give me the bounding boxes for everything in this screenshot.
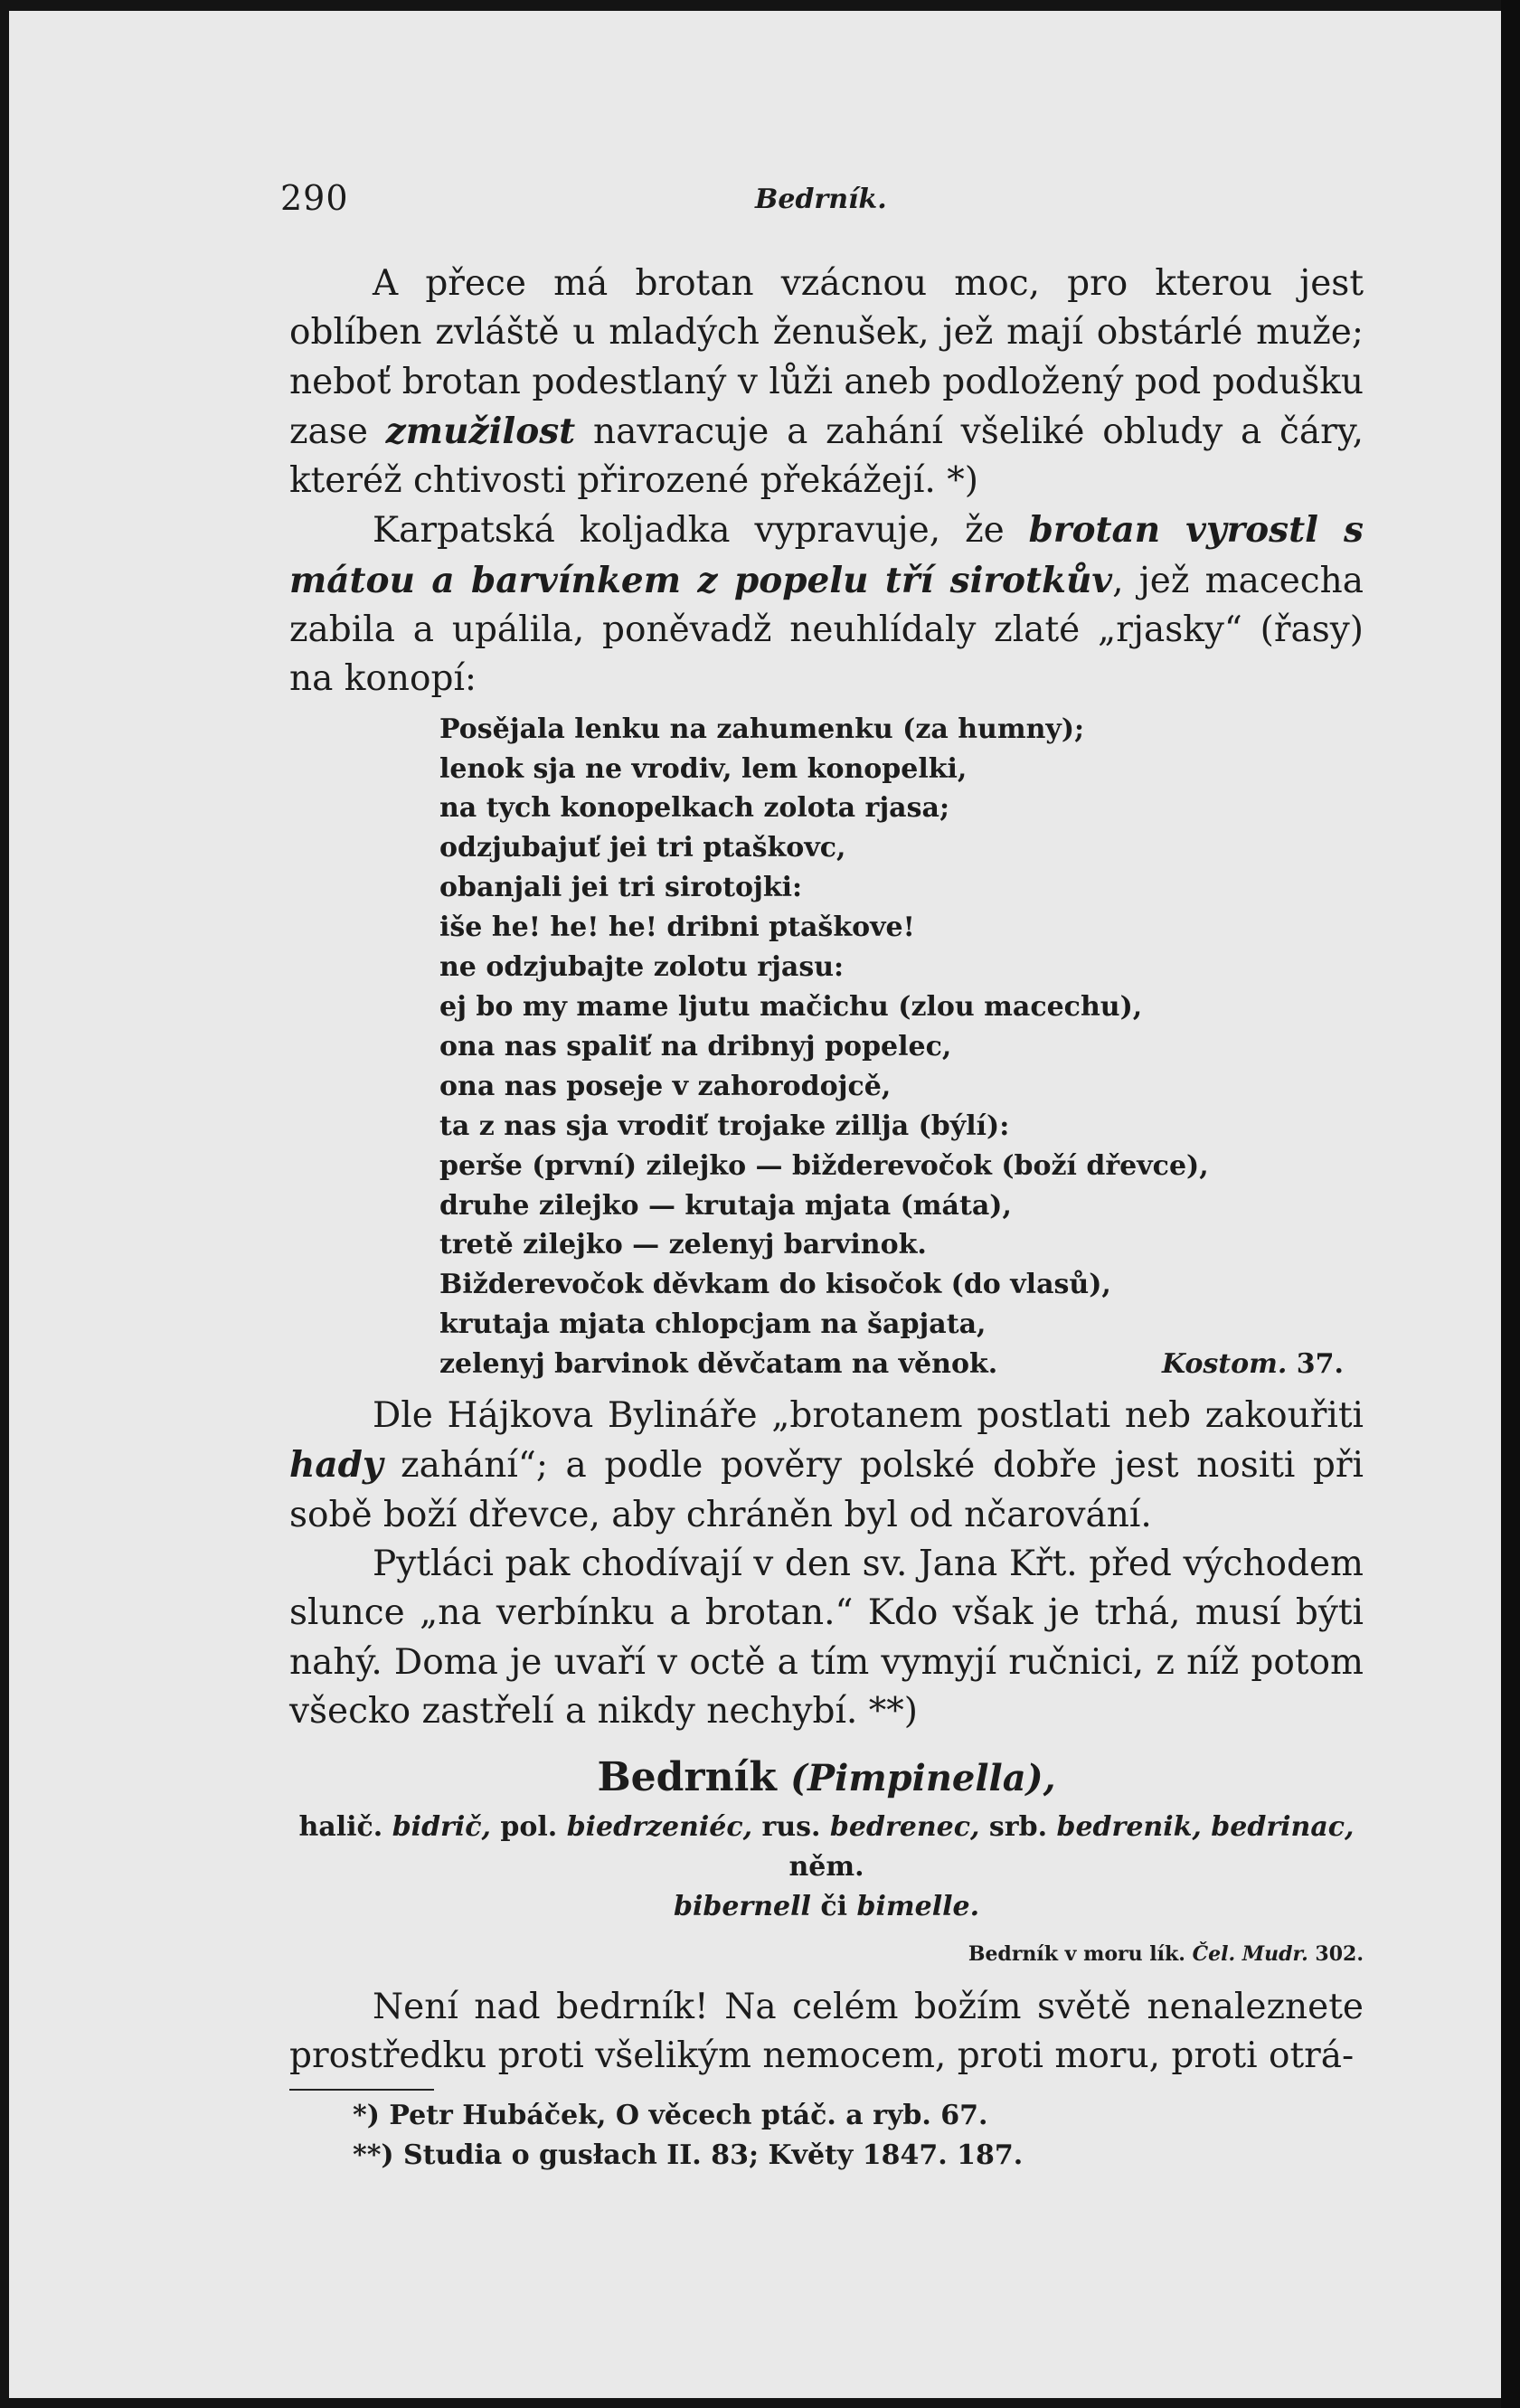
poem-line: na tych konopelkach zolota rjasa;: [439, 792, 950, 825]
scan-edge: [1501, 0, 1520, 2408]
proverb: Bedrník v moru lík. Čel. Mudr. 302.: [968, 1942, 1364, 1967]
poem-line: obanjali jei tri sirotojki:: [439, 872, 803, 904]
poem-line: odzjubajuť jei tri ptaškovc,: [439, 832, 846, 864]
page-number: 290: [280, 178, 349, 218]
paragraph-1: A přece má brotan vzácnou moc, pro kterou jest oblíben zvláště u mladých ženušek, jež mají obstárlé muže; neboť brotan podestlaný v lůži aneb podložený pod podušku zase zmužilost navracuje a zahání všeliké obludy a čáry, kteréž chtivosti přirozené překážejí. *): [289, 263, 1364, 502]
poem-line: ta z nas sja vrodiť trojake zillja (býlí):: [439, 1110, 1010, 1142]
poem-line: druhe zilejko — krutaja mjata (máta),: [439, 1189, 1012, 1222]
poem-source: Kostom. 37.: [1161, 1348, 1344, 1381]
poem-line: ne odzjubajte zolotu rjasu:: [439, 951, 845, 984]
section-heading: Bedrník (Pimpinella),: [597, 1754, 1056, 1801]
poem-line: krutaja mjata chlopcjam na šapjata,: [439, 1308, 987, 1341]
poem-line: ona nas spaliť na dribnyj popelec,: [439, 1030, 952, 1062]
footnote: *) Petr Hubáček, O věcech ptáč. a ryb. 67.: [353, 2099, 988, 2131]
poem-line: Biždеrevočok děvkam do kisočok (do vlasů),: [439, 1269, 1111, 1301]
poem-line: lenok sja ne vrodiv, lem konopelki,: [439, 752, 968, 785]
poem-line: išе he! he! he! dribni ptaškove!: [439, 911, 915, 944]
paragraph-3: Dle Hájkova Bylináře „brotanem postlati neb zakouřiti hady zahání“; a podle pověry polské dobře jest nositi při sobě boží dřevce, aby chráněn byl od nčarování.: [289, 1395, 1364, 1535]
dialect-names: halič. bidrič, pol. biedrzeniéc, rus. bedrenec, srb. bedrenik, bedrinac, něm. bibernell či bimelle.: [298, 1811, 1355, 1923]
footnote: **) Studia o gusłach II. 83; Květy 1847. 187.: [353, 2139, 1024, 2171]
paragraph-4: Pytláci pak chodívají v den sv. Jana Křt. před východem slunce „na verbínku a brotan.“ Kdo však je trhá, musí býti nahý. Doma je uvaří v octě a tím vymyjí ručnici, z níž potom všecko zastřelí a nikdy nechybí. **): [289, 1543, 1364, 1732]
poem-last-line: zelenyj barvinok děvčatam na věnok. Kostom. 37.: [439, 1345, 1344, 1384]
paragraph-5: Není nad bedrník! Na celém božím světě nenaleznete prostředku proti všelikým nemocem, proti moru, proti otrá-: [289, 1987, 1364, 2077]
poem-line: perše (první) zilejko — biždеrevočok (boží dřevce),: [439, 1149, 1209, 1182]
poem-line: tretě zilejko — zelenyj barvinok.: [439, 1229, 927, 1261]
poem-line: ej bo my mame ljutu mačichu (zlou macechu),: [439, 991, 1143, 1024]
paragraph-2: Karpatská koljadka vypravuje, že brotan vyrostl s mátou a barvínkem z popelu tří sirotkův, jež macecha zabila a upálila, poněvadž neuhlídaly zlaté „rjasky“ (řasy) na konopí:: [289, 509, 1364, 700]
book-page: [9, 11, 1501, 2398]
poem-line: Posějala lenku na zahumenku (za humny);: [439, 713, 1085, 745]
page-header: [9, 178, 1501, 223]
poem-line: ona nas poseje v zahorodojcě,: [439, 1070, 892, 1102]
footnotes: [289, 2096, 1364, 2176]
running-head: Bedrník.: [755, 184, 887, 215]
page-body: [289, 260, 1364, 2176]
koljadka-poem: [439, 710, 1364, 1384]
footnote-divider: [289, 2089, 434, 2091]
